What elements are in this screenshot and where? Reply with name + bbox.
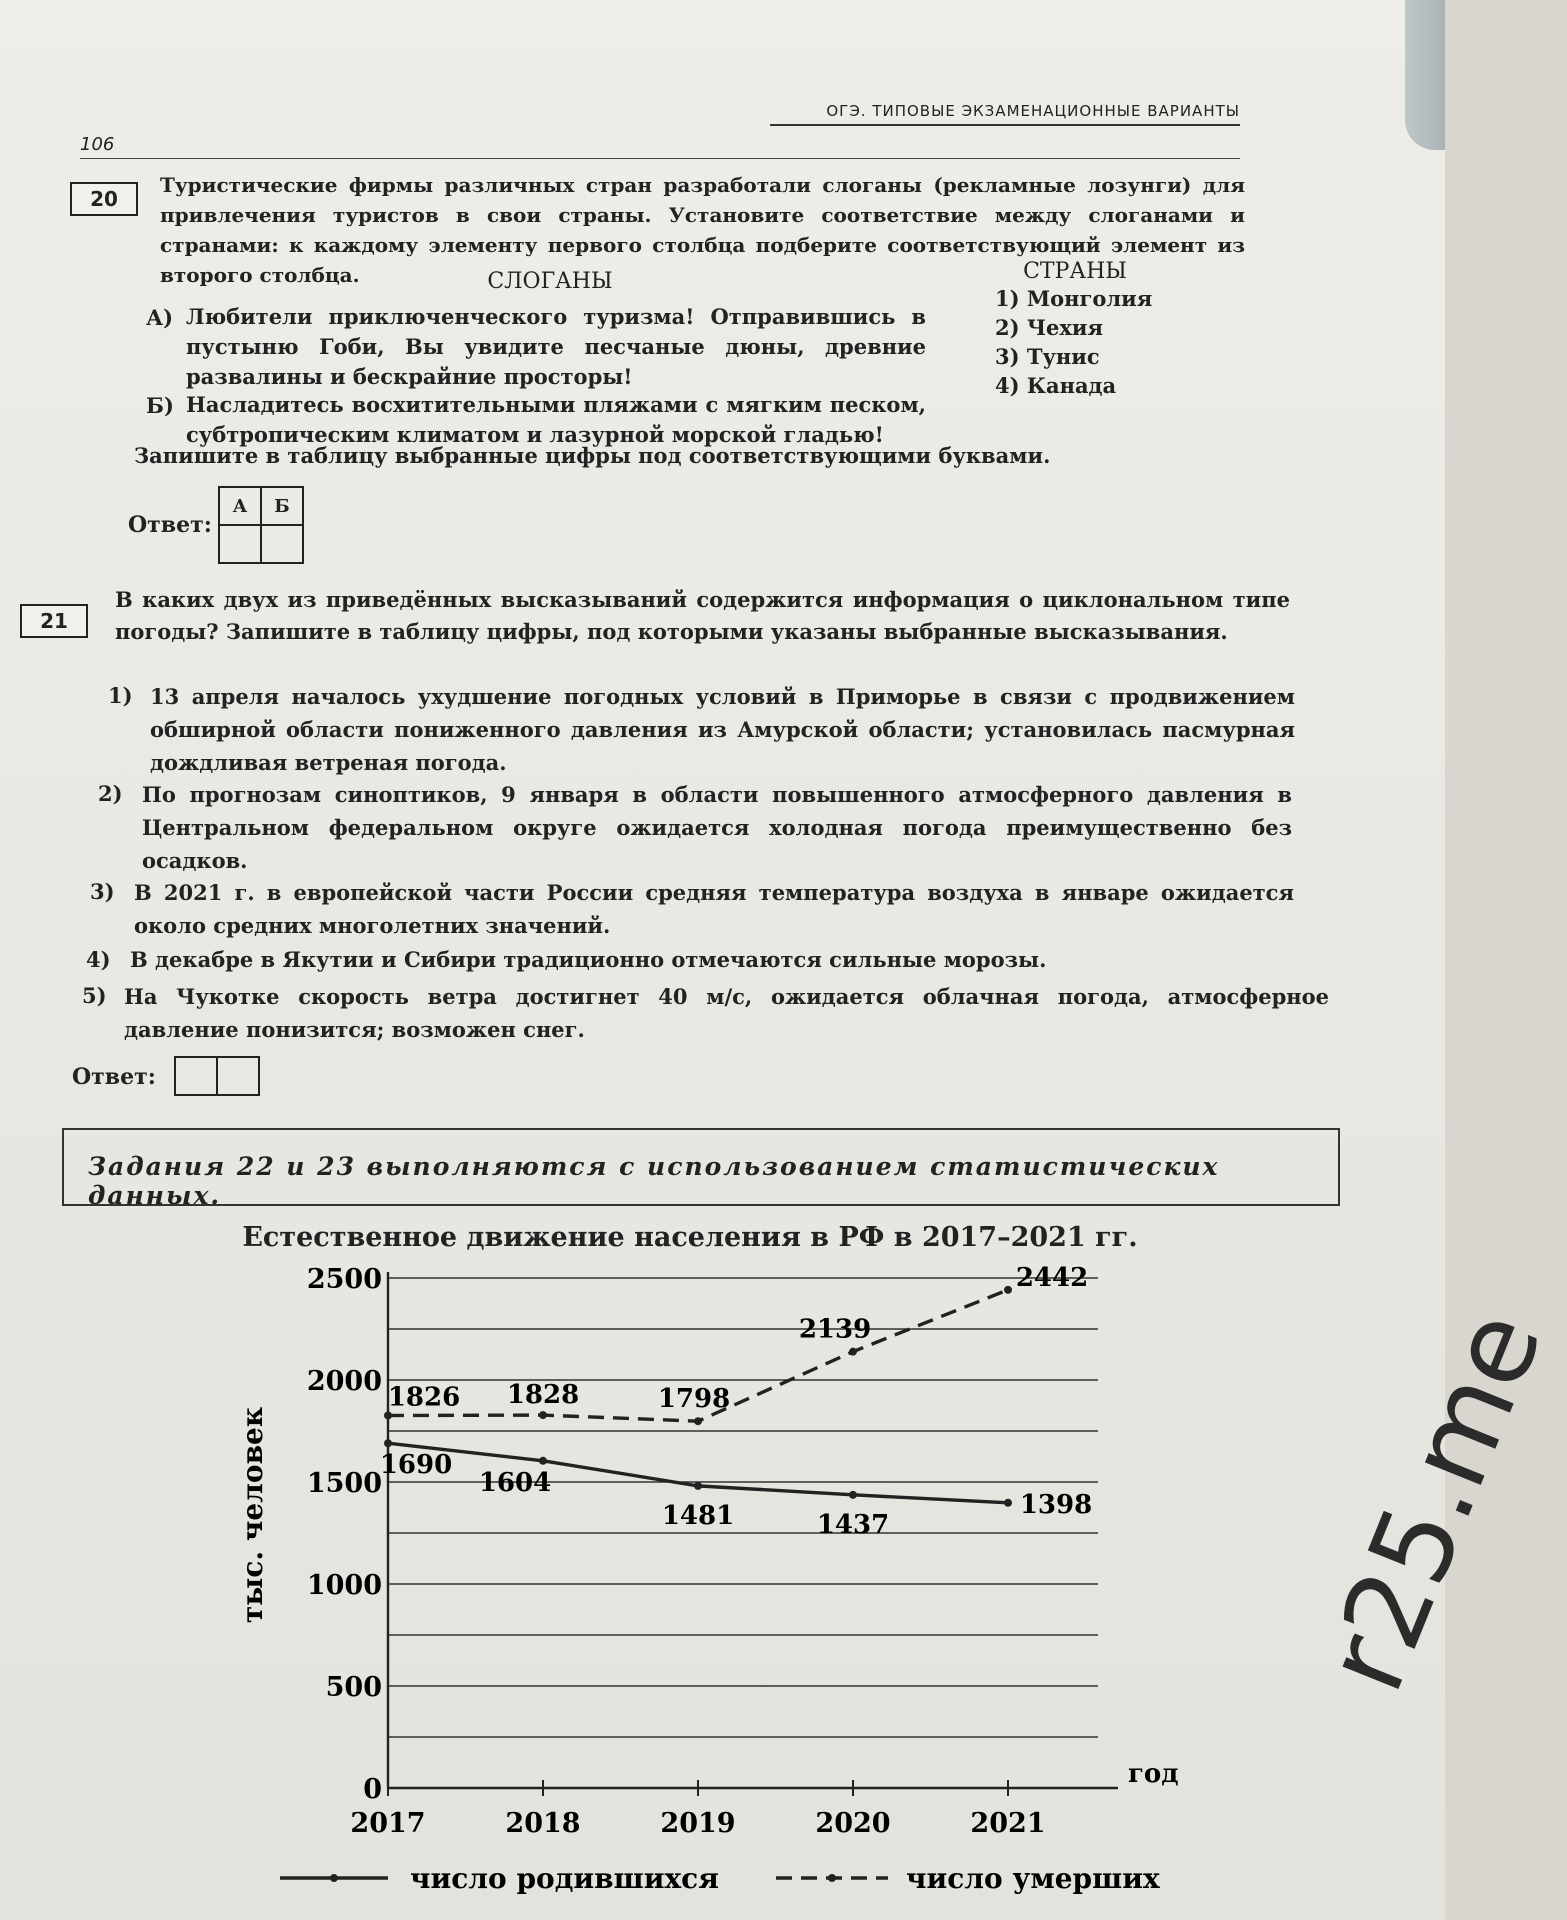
task-21-number: 21 bbox=[20, 604, 88, 638]
data-point bbox=[849, 1491, 857, 1499]
data-label: 1798 bbox=[657, 1384, 731, 1415]
data-point bbox=[694, 1417, 702, 1425]
country-4: 4) Канада bbox=[995, 373, 1117, 398]
y-tick-label: 2500 bbox=[306, 1264, 382, 1295]
y-tick-label: 0 bbox=[363, 1774, 382, 1805]
answer-col-b: Б bbox=[261, 487, 303, 525]
data-label: 2442 bbox=[1015, 1262, 1089, 1293]
data-label: 1481 bbox=[661, 1500, 735, 1531]
statement-1-text: 13 апреля началось ухудшение погодных условий в Приморье в связи с продвижением обширной области пониженного давления из Амурской области; установилась пасмурная дождливая ветреная погода. bbox=[150, 684, 1295, 775]
y-tick-label: 500 bbox=[325, 1672, 382, 1703]
task-20-number: 20 bbox=[70, 182, 138, 216]
data-label: 1604 bbox=[478, 1467, 552, 1498]
y-tick-label: 1500 bbox=[306, 1468, 382, 1499]
statement-3-number: 3) bbox=[90, 879, 115, 904]
population-chart bbox=[0, 1240, 1445, 1920]
data-point bbox=[384, 1411, 392, 1419]
task-21-answer-table bbox=[174, 1056, 260, 1096]
x-tick-label: 2017 bbox=[350, 1808, 426, 1839]
data-label: 1826 bbox=[387, 1382, 461, 1413]
data-point bbox=[1004, 1286, 1012, 1294]
statement-2-number: 2) bbox=[98, 781, 123, 806]
data-point bbox=[849, 1348, 857, 1356]
answer-cell-1[interactable] bbox=[175, 1057, 217, 1095]
answer-col-a: А bbox=[219, 487, 261, 525]
slogan-b-text: Насладитесь восхитительными пляжами с мягким песком, субтропическим климатом и лазурной морской гладью! bbox=[186, 392, 926, 447]
header-divider bbox=[80, 158, 1240, 159]
task-20-intro: Туристические фирмы различных стран разработали слоганы (рекламные лозунги) для привлечения туристов в свои страны. Установите соответствие между слоганами и странами: к каждому элементу первого столбца подберите соответствующий элемент из второго столбца. bbox=[160, 173, 1245, 287]
chart-legend bbox=[280, 1862, 1160, 1895]
legend-label-deaths: число умерших bbox=[906, 1862, 1160, 1895]
statement-2-text: По прогнозам синоптиков, 9 января в области повышенного атмосферного давления в Центральном федеральном округе ожидается холодная погода преимущественно без осадков. bbox=[142, 782, 1292, 873]
statement-3-text: В 2021 г. в европейской части России средняя температура воздуха в январе ожидается около средних многолетних значений. bbox=[134, 880, 1294, 938]
page-header: ОГЭ. ТИПОВЫЕ ЭКЗАМЕНАЦИОННЫЕ ВАРИАНТЫ bbox=[770, 102, 1240, 126]
chart-labels bbox=[380, 1263, 1092, 1540]
watermark: r25.me bbox=[1300, 1293, 1567, 1708]
task-20-answer-table bbox=[218, 486, 304, 564]
data-label: 1398 bbox=[1019, 1489, 1093, 1520]
x-tick-label: 2021 bbox=[970, 1808, 1046, 1839]
data-label: 2139 bbox=[798, 1314, 872, 1345]
chart-grid bbox=[388, 1278, 1098, 1737]
slogans-header: СЛОГАНЫ bbox=[487, 269, 613, 294]
y-axis-label: тыс. человек bbox=[236, 1406, 269, 1624]
statement-5-text: На Чукотке скорость ветра достигнет 40 м/с, ожидается облачная погода, атмосферное давление понизится; возможен снег. bbox=[124, 984, 1329, 1042]
statement-4-number: 4) bbox=[86, 947, 111, 972]
x-tick-label: 2018 bbox=[505, 1808, 581, 1839]
legend-marker-births bbox=[330, 1874, 338, 1882]
data-point bbox=[1004, 1499, 1012, 1507]
x-axis-label: год bbox=[1128, 1759, 1179, 1789]
answer-cell-a[interactable] bbox=[219, 525, 261, 563]
country-2: 2) Чехия bbox=[995, 315, 1104, 340]
y-tick-label: 2000 bbox=[306, 1366, 382, 1397]
statement-4-text: В декабре в Якутии и Сибири традиционно отмечаются сильные морозы. bbox=[130, 947, 1047, 972]
task-20-answer-label: Ответ: bbox=[128, 512, 212, 538]
legend-label-births: число родившихся bbox=[410, 1862, 719, 1895]
statement-5-number: 5) bbox=[82, 983, 107, 1008]
answer-cell-2[interactable] bbox=[217, 1057, 259, 1095]
page-number: 106 bbox=[80, 134, 115, 155]
country-1: 1) Монголия bbox=[995, 286, 1153, 311]
slogan-b-letter: Б) bbox=[146, 393, 174, 418]
y-tick-label: 1000 bbox=[306, 1570, 382, 1601]
country-3: 3) Тунис bbox=[995, 344, 1100, 369]
x-tick-label: 2019 bbox=[660, 1808, 736, 1839]
slogan-a-text: Любители приключенческого туризма! Отправившись в пустыню Гоби, Вы увидите песчаные дюны, древние развалины и бескрайние просторы! bbox=[186, 304, 926, 389]
data-point bbox=[539, 1457, 547, 1465]
statement-1-number: 1) bbox=[108, 683, 133, 708]
data-label: 1828 bbox=[506, 1380, 580, 1411]
chart-axes bbox=[307, 1264, 1118, 1839]
x-tick-label: 2020 bbox=[815, 1808, 891, 1839]
data-point bbox=[694, 1482, 702, 1490]
countries-header: СТРАНЫ bbox=[1023, 259, 1127, 284]
answer-cell-b[interactable] bbox=[261, 525, 303, 563]
section-note-box bbox=[62, 1128, 1340, 1210]
data-label: 1690 bbox=[379, 1450, 453, 1481]
slogan-a-letter: А) bbox=[146, 305, 174, 330]
chart-title: Естественное движение населения в РФ в 2017–2021 гг. bbox=[242, 1222, 1138, 1253]
task-21-answer-label: Ответ: bbox=[72, 1064, 156, 1090]
data-point bbox=[384, 1439, 392, 1447]
task-21-intro: В каких двух из приведённых высказываний содержится информация о циклональном типе погоды? Запишите в таблицу цифры, под которыми указаны выбранные высказывания. bbox=[115, 587, 1290, 644]
data-point bbox=[539, 1411, 547, 1419]
data-label: 1437 bbox=[816, 1509, 890, 1540]
section-note: Задания 22 и 23 выполняются с использованием статистических данных. bbox=[88, 1152, 1220, 1210]
page-corner-shadow bbox=[1405, 0, 1445, 150]
legend-marker-deaths bbox=[828, 1874, 836, 1882]
task-20-instruction: Запишите в таблицу выбранные цифры под соответствующими буквами. bbox=[134, 443, 1051, 468]
